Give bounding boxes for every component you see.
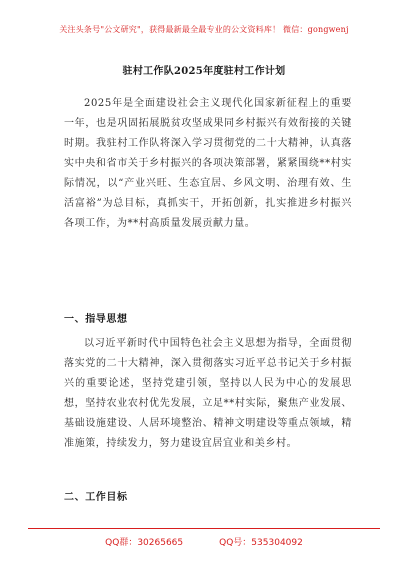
- footer-contact: [0, 535, 408, 548]
- section-heading-work-goals: 二、工作目标: [64, 492, 128, 503]
- footer-divider: [28, 528, 380, 529]
- document-title: 驻村工作队2025年度驻村工作计划: [122, 66, 286, 77]
- section-heading-guiding-ideology: 一、指导思想: [64, 314, 128, 325]
- header-banner: 关注头条号"公文研究"，获得最新最全最专业的公文资料库！ 微信：gongwenj: [59, 25, 349, 34]
- footer-qq-number: QQ号：535304092: [219, 538, 303, 548]
- guiding-ideology-paragraph: 以习近平新时代中国特色社会主义思想为指导，全面贯彻落实党的二十大精神，深入贯彻落实习近平总书记关于乡村振兴的重要论述，坚持党建引领，坚持以人民为中心的发展思想，坚持农业农村优先发展，立足**村实际，聚焦产业发展、基础设施建设、人居环境整治、精神文明建设等重点领域，精准施策，持续发力，努力建设宜居宜业和美乡村。: [64, 338, 352, 449]
- intro-paragraph: 2025年是全面建设社会主义现代化国家新征程上的重要一年，也是巩固拓展脱贫攻坚成果同乡村振兴有效衔接的关键时期。我驻村工作队将深入学习贯彻党的二十大精神，认真落实中央和省市关于乡村振兴的各项决策部署，紧紧围绕**村实际情况，以“产业兴旺、生态宜居、乡风文明、治理有效、生活富裕”为总目标，真抓实干，开拓创新，扎实推进乡村振兴各项工作，为**村高质量发展贡献力量。: [64, 98, 352, 229]
- footer-qq-group: QQ群：30265665: [105, 538, 184, 548]
